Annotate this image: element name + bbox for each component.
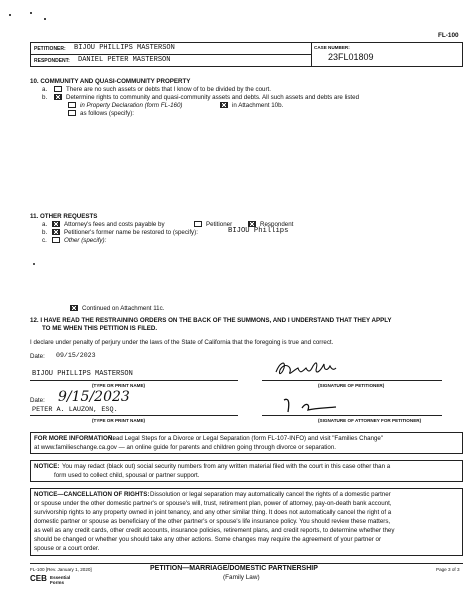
section10-b2-text: in Attachment 10b. (232, 102, 284, 109)
sign2-date: 9/15/2023 (58, 389, 130, 405)
section11-a-petitioner-checkbox[interactable] (194, 221, 202, 227)
info-text1: Read Legal Steps for a Divorce or Legal Separation (form FL-107-INFO) and visit "Families Change" (108, 435, 384, 442)
notice-line2: form used to collect child, spousal or partner support. (54, 472, 200, 479)
petitioner-signature (272, 356, 352, 380)
footer-logo-top: Essential (50, 575, 71, 580)
section11-b-value: BIJOU Phillips (228, 227, 289, 235)
caption-divider (30, 54, 312, 55)
section10-b1-text: in Property Declaration (form FL-160) (80, 102, 183, 109)
section11-a-text: Attorney's fees and costs payable by (64, 221, 165, 228)
footer-subtitle: (Family Law) (223, 574, 260, 581)
sign1-date: 09/15/2023 (56, 352, 96, 359)
section10-b-letter: b. (42, 94, 48, 101)
stray-mark (30, 12, 32, 14)
footer-title: PETITION—MARRIAGE/DOMESTIC PARTNERSHIP (150, 565, 318, 572)
section11-c-checkbox[interactable] (52, 237, 60, 243)
case-number-label: CASE NUMBER: (314, 45, 350, 50)
sign1-date-label: Date: (30, 353, 45, 360)
section10-b3-checkbox[interactable] (68, 110, 76, 116)
sign1-signature-line (262, 380, 442, 381)
section10-a-text: There are no such assets or debts that I know of to be divided by the court. (66, 86, 271, 93)
perjury-declaration: I declare under penalty of perjury under the laws of the State of California that the foregoing is true and correct. (30, 339, 334, 346)
section11-a-petitioner-label: Petitioner (206, 221, 233, 228)
footer-rev: FL-100 [Rev. January 1, 2020] (30, 567, 92, 572)
footer-rule (30, 563, 463, 564)
cancel-line: Dissolution or legal separation may automatically cancel the rights of a domestic partner (150, 491, 391, 498)
cancel-line: as well as any credit cards, other credit accounts, insurance policies, retirement plans, and credit reports, to determine whether they (34, 527, 395, 534)
section10-b-checkbox[interactable] (54, 94, 62, 100)
cancel-line: or spouse under the other domestic partner's or spouse's will, trust, retirement plan, power of attorney, pay-on-death bank account, (34, 500, 392, 507)
section11-heading: 11. OTHER REQUESTS (30, 213, 98, 220)
stray-mark (44, 18, 46, 20)
footer-ceb: CEB (30, 574, 47, 583)
cancel-line: spouse or a court order. (34, 545, 100, 552)
sign2-sig-caption: (SIGNATURE OF ATTORNEY FOR PETITIONER) (318, 418, 422, 423)
section10-heading: 10. COMMUNITY AND QUASI-COMMUNITY PROPERTY (30, 78, 191, 85)
stray-mark (33, 263, 35, 265)
section11-a-checkbox[interactable] (52, 221, 60, 227)
cancel-line: should be changed or whether you should take any other actions. Some changes may require the agreement of your partner or (34, 536, 382, 543)
petitioner-name: BIJOU PHILLIPS MASTERSON (74, 44, 175, 52)
section11-b-letter: b. (42, 229, 48, 236)
attorney-signature (276, 394, 346, 416)
sign1-name-line (30, 380, 238, 381)
petitioner-label: PETITIONER: (34, 46, 66, 52)
stray-mark (9, 14, 11, 16)
section11-a-respondent-label: Respondent (260, 221, 294, 228)
notice-lead: NOTICE: (34, 463, 60, 470)
section11-b-checkbox[interactable] (52, 229, 60, 235)
form-id: FL-100 (438, 32, 459, 39)
info-text2[interactable]: at www.familieschange.ca.gov — an online guide for parents and children going through divorce or separation. (34, 444, 336, 451)
section10-a-checkbox[interactable] (54, 86, 62, 92)
section10-b1-checkbox[interactable] (68, 102, 76, 108)
section12-line2: TO ME WHEN THIS PETITION IS FILED. (42, 325, 158, 332)
section11-a-letter: a. (42, 221, 48, 228)
section11-b-text: Petitioner's former name be restored to (specify): (64, 229, 198, 236)
cancel-line: domestic partner or spouse as beneficiary of the other partner's or spouse's life insurance policy. You should review these matters, (34, 518, 391, 525)
footer-page: Page 3 of 3 (436, 567, 460, 572)
sign2-date-label: Date: (30, 397, 45, 404)
respondent-name: DANIEL PETER MASTERSON (78, 56, 171, 64)
section10-b3-text: as follows (specify): (80, 110, 134, 117)
sign1-name-caption: (TYPE OR PRINT NAME) (92, 383, 146, 388)
footer-logo-bottom: Forms (50, 580, 65, 585)
caption-vdivider (311, 42, 312, 67)
cancel-line: survivorship rights to any property owned in joint tenancy, and any other similar thing. It does not automatically cancel the right of a (34, 509, 392, 516)
sign2-name-caption: (TYPE OR PRINT NAME) (92, 418, 146, 423)
respondent-label: RESPONDENT: (34, 58, 70, 64)
sign1-sig-caption: (SIGNATURE OF PETITIONER) (318, 383, 385, 388)
sign2-name-line (30, 415, 238, 416)
continued-text: Continued on Attachment 11c. (82, 305, 165, 312)
section10-a-letter: a. (42, 86, 48, 93)
cancel-lead: NOTICE—CANCELLATION OF RIGHTS: (34, 491, 150, 498)
section10-b-text: Determine rights to community and quasi-community assets and debts. All such assets and debts are listed (66, 94, 360, 101)
info-lead: FOR MORE INFORMATION: (34, 435, 115, 442)
sign2-name: PETER A. LAUZON, ESQ. (32, 406, 118, 414)
section10-b2-checkbox[interactable] (220, 102, 228, 108)
continued-checkbox[interactable] (70, 305, 78, 311)
case-number: 23FL01809 (328, 52, 374, 62)
notice-line1: You may redact (black out) social security numbers from any written material filed with the court in this case other than a (62, 463, 391, 470)
section11-c-letter: c. (42, 237, 47, 244)
sign1-name: BIJOU PHILLIPS MASTERSON (32, 370, 133, 378)
section11-c-text: Other (specify): (64, 237, 107, 244)
section12-line1: 12. I HAVE READ THE RESTRAINING ORDERS ON THE BACK OF THE SUMMONS, AND I UNDERSTAND THAT THEY APPLY (30, 317, 392, 324)
